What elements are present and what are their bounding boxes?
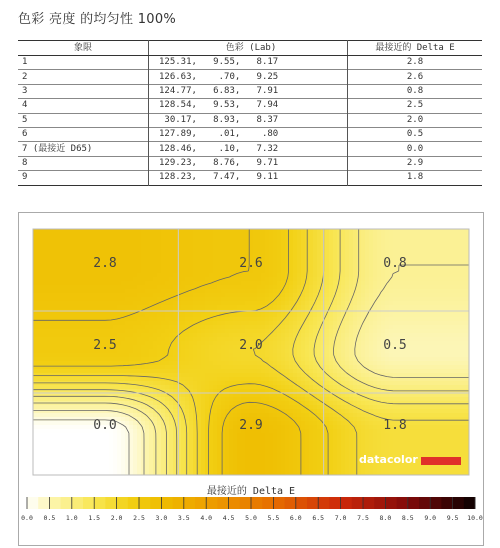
quadrant-delta-e-label: 2.0 bbox=[239, 338, 263, 353]
quadrant-cell: 2 bbox=[18, 70, 149, 84]
delta-e-cell: 2.0 bbox=[348, 113, 483, 127]
colorbar-segment bbox=[94, 497, 106, 509]
lab-value-cell: 128.54, 9.53, 7.94 bbox=[149, 99, 348, 113]
colorbar-segment bbox=[464, 497, 476, 509]
colorbar-segment bbox=[296, 497, 308, 509]
lab-value-cell: 125.31, 9.55, 8.17 bbox=[149, 56, 348, 70]
datacolor-brand-bar bbox=[421, 457, 461, 465]
colorbar-tick-label: 3.0 bbox=[155, 514, 168, 522]
colorbar-segment bbox=[352, 497, 364, 509]
quadrant-cell: 5 bbox=[18, 113, 149, 127]
table-row bbox=[18, 113, 482, 127]
colorbar-segment bbox=[105, 497, 117, 509]
colorbar-segment bbox=[150, 497, 162, 509]
colorbar-tick-label: 6.0 bbox=[289, 514, 302, 522]
colorbar-tick-label: 2.0 bbox=[110, 514, 123, 522]
colorbar-segment bbox=[195, 497, 207, 509]
colorbar-segment bbox=[441, 497, 453, 509]
colorbar-tick-label: 4.0 bbox=[200, 514, 213, 522]
colorbar-segment bbox=[206, 497, 218, 509]
quadrant-cell: 3 bbox=[18, 84, 149, 98]
colorbar-tick-label: 0.0 bbox=[21, 514, 33, 522]
datacolor-logo: datacolor bbox=[359, 453, 418, 466]
colorbar-segment bbox=[161, 497, 173, 509]
colorbar-segment bbox=[217, 497, 229, 509]
colorbar-tick-label: 2.5 bbox=[133, 514, 145, 522]
table-row bbox=[18, 70, 482, 84]
colorbar-tick-label: 8.0 bbox=[379, 514, 392, 522]
colorbar-segment bbox=[229, 497, 241, 509]
colorbar-title: 最接近的 Delta E bbox=[206, 486, 296, 497]
table-row bbox=[18, 84, 482, 98]
delta-e-cell: 2.8 bbox=[348, 56, 483, 70]
colorbar-tick-label: 8.5 bbox=[401, 514, 414, 522]
quadrant-delta-e-label: 0.8 bbox=[383, 256, 407, 271]
page-title: 色彩 亮度 的均匀性 100% bbox=[18, 12, 177, 27]
colorbar-segment bbox=[184, 497, 196, 509]
table-row bbox=[18, 142, 482, 156]
colorbar-segment bbox=[341, 497, 353, 509]
quadrant-delta-e-label: 2.5 bbox=[93, 338, 117, 353]
table-header-row bbox=[18, 41, 482, 56]
quadrant-cell: 9 bbox=[18, 171, 149, 185]
quadrant-delta-e-label: 2.9 bbox=[239, 418, 263, 433]
colorbar-segment bbox=[251, 497, 263, 509]
colorbar-segment bbox=[374, 497, 386, 509]
uniformity-table bbox=[18, 40, 482, 186]
colorbar-tick-label: 5.5 bbox=[267, 514, 280, 522]
quadrant-cell: 7 (最接近 D65) bbox=[18, 142, 149, 156]
colorbar-segment bbox=[318, 497, 330, 509]
quadrant-delta-e-label: 2.6 bbox=[239, 256, 263, 271]
quadrant-cell: 8 bbox=[18, 156, 149, 170]
delta-e-cell: 2.5 bbox=[348, 99, 483, 113]
colorbar-tick-label: 10.0 bbox=[467, 514, 483, 522]
table-row bbox=[18, 156, 482, 170]
lab-value-cell: 128.23, 7.47, 9.11 bbox=[149, 171, 348, 185]
column-header-lab: 色彩 (Lab) bbox=[149, 41, 348, 56]
table-body bbox=[18, 56, 482, 186]
colorbar-segment bbox=[27, 497, 39, 509]
colorbar-tick-label: 3.5 bbox=[177, 514, 190, 522]
delta-e-cell: 0.0 bbox=[348, 142, 483, 156]
colorbar-segment bbox=[419, 497, 431, 509]
quadrant-delta-e-label: 0.5 bbox=[383, 338, 407, 353]
colorbar-tick-label: 7.5 bbox=[357, 514, 369, 522]
colorbar-segment bbox=[307, 497, 319, 509]
colorbar-segment bbox=[408, 497, 420, 509]
quadrant-cell: 4 bbox=[18, 99, 149, 113]
colorbar-tick-label: 5.0 bbox=[245, 514, 257, 522]
lab-value-cell: 124.77, 6.83, 7.91 bbox=[149, 84, 348, 98]
colorbar bbox=[21, 497, 483, 522]
lab-value-cell: 129.23, 8.76, 9.71 bbox=[149, 156, 348, 170]
colorbar-segment bbox=[397, 497, 409, 509]
colorbar-tick-label: 9.5 bbox=[446, 514, 459, 522]
quadrant-delta-e-label: 1.8 bbox=[383, 418, 407, 433]
colorbar-segment bbox=[72, 497, 84, 509]
colorbar-segment bbox=[49, 497, 61, 509]
colorbar-segment bbox=[262, 497, 274, 509]
quadrant-delta-e-label: 0.0 bbox=[93, 418, 117, 433]
colorbar-segment bbox=[285, 497, 297, 509]
colorbar-segment bbox=[83, 497, 95, 509]
table-row bbox=[18, 99, 482, 113]
lab-value-cell: 128.46, .10, 7.32 bbox=[149, 142, 348, 156]
colorbar-segment bbox=[453, 497, 465, 509]
delta-e-cell: 2.6 bbox=[348, 70, 483, 84]
quadrant-cell: 1 bbox=[18, 56, 149, 70]
delta-e-cell: 2.9 bbox=[348, 156, 483, 170]
colorbar-tick-label: 6.5 bbox=[312, 514, 325, 522]
colorbar-segment bbox=[363, 497, 375, 509]
colorbar-segment bbox=[385, 497, 397, 509]
colorbar-tick-label: 0.5 bbox=[43, 514, 56, 522]
colorbar-tick-label: 9.0 bbox=[424, 514, 437, 522]
colorbar-segment bbox=[240, 497, 252, 509]
colorbar-tick-label: 1.5 bbox=[88, 514, 101, 522]
table-row bbox=[18, 171, 482, 185]
lab-value-cell: 127.89, .01, .80 bbox=[149, 127, 348, 141]
colorbar-tick-label: 4.5 bbox=[222, 514, 235, 522]
colorbar-segment bbox=[273, 497, 285, 509]
lab-value-cell: 30.17, 8.93, 8.37 bbox=[149, 113, 348, 127]
colorbar-tick-label: 7.0 bbox=[334, 514, 347, 522]
colorbar-segment bbox=[139, 497, 151, 509]
table-row bbox=[18, 127, 482, 141]
colorbar-segment bbox=[329, 497, 341, 509]
quadrant-cell: 6 bbox=[18, 127, 149, 141]
column-header-delta-e: 最接近的 Delta E bbox=[348, 41, 483, 56]
delta-e-cell: 0.8 bbox=[348, 84, 483, 98]
colorbar-tick-label: 1.0 bbox=[65, 514, 78, 522]
colorbar-segment bbox=[38, 497, 50, 509]
delta-e-cell: 0.5 bbox=[348, 127, 483, 141]
colorbar-segment bbox=[430, 497, 442, 509]
colorbar-segment bbox=[173, 497, 185, 509]
colorbar-segment bbox=[61, 497, 73, 509]
uniformity-chart-panel bbox=[18, 212, 484, 546]
delta-e-cell: 1.8 bbox=[348, 171, 483, 185]
colorbar-segment bbox=[117, 497, 129, 509]
colorbar-segment bbox=[128, 497, 140, 509]
lab-value-cell: 126.63, .70, 9.25 bbox=[149, 70, 348, 84]
table-row bbox=[18, 56, 482, 70]
column-header-quadrant: 象限 bbox=[18, 41, 149, 56]
quadrant-delta-e-label: 2.8 bbox=[93, 256, 117, 271]
